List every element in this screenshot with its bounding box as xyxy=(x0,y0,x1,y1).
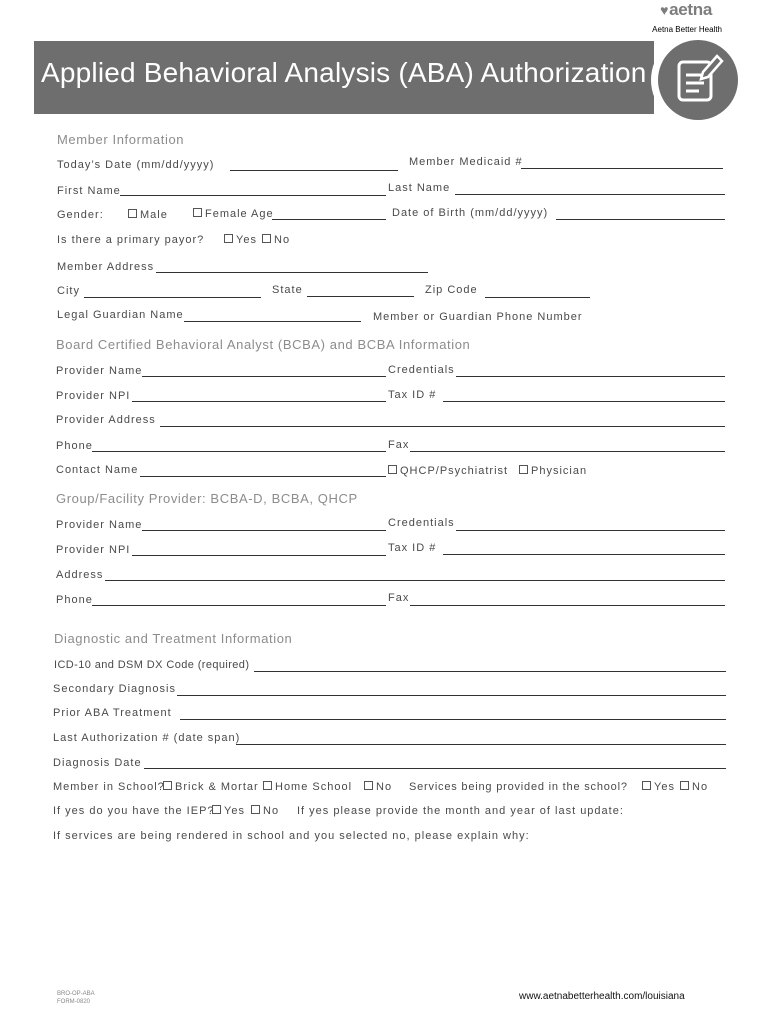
dob-label: Date of Birth (mm/dd/yyyy) xyxy=(392,207,549,219)
iep-yes-checkbox[interactable] xyxy=(212,805,221,814)
female-checkbox[interactable] xyxy=(193,208,202,217)
male-checkbox[interactable] xyxy=(128,209,137,218)
gender-female-option[interactable] xyxy=(189,208,248,220)
group-credentials-field[interactable] xyxy=(456,530,725,531)
bcba-npi-label: Provider NPI xyxy=(56,390,131,402)
first-name-label: First Name xyxy=(57,185,121,197)
bcba-address-field[interactable] xyxy=(160,426,725,427)
brick-mortar-label: Brick & Mortar xyxy=(175,781,259,793)
group-section-heading: Group/Facility Provider: BCBA-D, BCBA, QHCP xyxy=(56,491,358,506)
bcba-credentials-field[interactable] xyxy=(456,376,725,377)
services-no-option[interactable] xyxy=(676,781,708,793)
school-question: Member in School? xyxy=(53,781,165,793)
footer-code-2: FORM-0820 xyxy=(57,999,91,1005)
group-fax-field[interactable] xyxy=(410,605,725,606)
physician-label: Physician xyxy=(531,465,588,477)
payor-no-checkbox[interactable] xyxy=(262,234,271,243)
bcba-fax-field[interactable] xyxy=(410,451,725,452)
aetna-logo xyxy=(660,0,712,20)
age-label: Age xyxy=(251,208,274,220)
bcba-taxid-label: Tax ID # xyxy=(388,389,437,401)
zip-field[interactable] xyxy=(485,297,590,298)
physician-checkbox[interactable] xyxy=(519,465,528,474)
guardian-field[interactable] xyxy=(184,321,361,322)
secondary-dx-label: Secondary Diagnosis xyxy=(53,683,176,695)
city-label: City xyxy=(57,285,80,297)
gender-male-option[interactable] xyxy=(124,209,168,221)
explain-label: If services are being rendered in school and you selected no, please explain why: xyxy=(53,830,530,842)
home-school-label: Home School xyxy=(275,781,353,793)
group-provider-name-field[interactable] xyxy=(142,530,386,531)
brick-mortar-checkbox[interactable] xyxy=(163,781,172,790)
qhcp-checkbox[interactable] xyxy=(388,465,397,474)
bcba-phone-field[interactable] xyxy=(92,451,386,452)
services-yes-label: Yes xyxy=(654,781,675,793)
footer-url: www.aetnabetterhealth.com/louisiana xyxy=(519,991,685,1002)
services-no-checkbox[interactable] xyxy=(680,781,689,790)
guardian-label: Legal Guardian Name xyxy=(57,309,184,321)
group-fax-label: Fax xyxy=(388,592,410,604)
guardian-phone-label: Member or Guardian Phone Number xyxy=(373,311,583,323)
bcba-npi-field[interactable] xyxy=(132,401,386,402)
last-name-label: Last Name xyxy=(388,182,451,194)
prior-aba-label: Prior ABA Treatment xyxy=(53,707,172,719)
school-no-option[interactable] xyxy=(360,781,392,793)
group-address-label: Address xyxy=(56,569,104,581)
payor-yes-label: Yes xyxy=(236,234,257,246)
payor-no-option[interactable] xyxy=(258,234,290,246)
state-label: State xyxy=(272,284,303,296)
bcba-contact-label: Contact Name xyxy=(56,464,139,476)
first-name-field[interactable] xyxy=(120,195,386,196)
services-no-label: No xyxy=(692,781,709,793)
group-npi-field[interactable] xyxy=(132,555,386,556)
todays-date-label: Today’s Date (mm/dd/yyyy) xyxy=(57,159,215,171)
group-taxid-field[interactable] xyxy=(443,554,725,555)
page-title: Applied Behavioral Analysis (ABA) Authorization xyxy=(41,57,647,88)
qhcp-label: QHCP/Psychiatrist xyxy=(400,465,509,477)
payor-yes-option[interactable] xyxy=(220,234,257,246)
gender-label: Gender: xyxy=(57,209,104,221)
male-label: Male xyxy=(140,209,168,221)
bcba-phone-label: Phone xyxy=(56,440,93,452)
group-phone-field[interactable] xyxy=(92,605,386,606)
iep-update-label: If yes please provide the month and year of last update: xyxy=(297,805,624,817)
bcba-credentials-label: Credentials xyxy=(388,364,455,376)
footer-code-1: BRO-OP-ABA xyxy=(57,991,95,997)
bcba-section-heading: Board Certified Behavioral Analyst (BCBA) and BCBA Information xyxy=(56,337,471,352)
last-auth-field[interactable] xyxy=(236,744,726,745)
explain-textarea[interactable] xyxy=(53,848,726,978)
bcba-provider-name-label: Provider Name xyxy=(56,365,143,377)
group-credentials-label: Credentials xyxy=(388,517,455,529)
secondary-dx-field[interactable] xyxy=(177,695,726,696)
school-no-checkbox[interactable] xyxy=(364,781,373,790)
bcba-fax-label: Fax xyxy=(388,439,410,451)
bcba-taxid-field[interactable] xyxy=(443,401,725,402)
medicaid-label: Member Medicaid # xyxy=(409,156,523,168)
bcba-contact-field[interactable] xyxy=(140,476,386,477)
diag-section-heading: Diagnostic and Treatment Information xyxy=(54,631,293,646)
group-npi-label: Provider NPI xyxy=(56,544,131,556)
group-phone-label: Phone xyxy=(56,594,93,606)
home-school-option[interactable] xyxy=(259,781,352,793)
last-name-field[interactable] xyxy=(455,194,725,195)
home-school-checkbox[interactable] xyxy=(263,781,272,790)
zip-label: Zip Code xyxy=(425,284,478,296)
school-no-label: No xyxy=(376,781,393,793)
qhcp-option[interactable] xyxy=(384,465,508,477)
iep-yes-label: Yes xyxy=(224,805,245,817)
group-address-field[interactable] xyxy=(105,580,725,581)
city-field[interactable] xyxy=(84,297,261,298)
member-address-label: Member Address xyxy=(57,261,155,273)
bcba-provider-name-field[interactable] xyxy=(142,376,386,377)
last-auth-label: Last Authorization # (date span) xyxy=(53,732,241,744)
diag-date-label: Diagnosis Date xyxy=(53,757,142,769)
physician-option[interactable] xyxy=(515,465,587,477)
footer-codes xyxy=(57,990,95,1006)
medicaid-field[interactable] xyxy=(521,168,723,169)
age-field[interactable] xyxy=(272,219,386,220)
heart-icon: ♥ xyxy=(660,2,669,18)
services-yes-checkbox[interactable] xyxy=(642,781,651,790)
iep-no-label: No xyxy=(263,805,280,817)
services-question: Services being provided in the school? xyxy=(409,781,628,793)
brand-subtitle: Aetna Better Health xyxy=(652,25,722,34)
member-address-field[interactable] xyxy=(156,272,428,273)
primary-payor-label: Is there a primary payor? xyxy=(57,234,205,246)
iep-question: If yes do you have the IEP? xyxy=(53,805,215,817)
iep-no-option[interactable] xyxy=(247,805,279,817)
dob-field[interactable] xyxy=(556,219,725,220)
icd-field[interactable] xyxy=(254,671,726,672)
logo-text: aetna xyxy=(669,0,712,19)
prior-aba-field[interactable] xyxy=(180,719,726,720)
female-label: Female xyxy=(205,208,248,220)
iep-no-checkbox[interactable] xyxy=(251,805,260,814)
form-badge-icon xyxy=(641,32,755,128)
services-yes-option[interactable] xyxy=(638,781,675,793)
brick-mortar-option[interactable] xyxy=(159,781,259,793)
diag-date-field[interactable] xyxy=(144,768,726,769)
payor-no-label: No xyxy=(274,234,291,246)
group-provider-name-label: Provider Name xyxy=(56,519,143,531)
icd-label: ICD-10 and DSM DX Code (required) xyxy=(54,659,250,671)
bcba-address-label: Provider Address xyxy=(56,414,156,426)
payor-yes-checkbox[interactable] xyxy=(224,234,233,243)
group-taxid-label: Tax ID # xyxy=(388,542,437,554)
member-section-heading: Member Information xyxy=(57,132,185,147)
state-field[interactable] xyxy=(307,296,414,297)
iep-yes-option[interactable] xyxy=(208,805,245,817)
todays-date-field[interactable] xyxy=(230,170,398,171)
